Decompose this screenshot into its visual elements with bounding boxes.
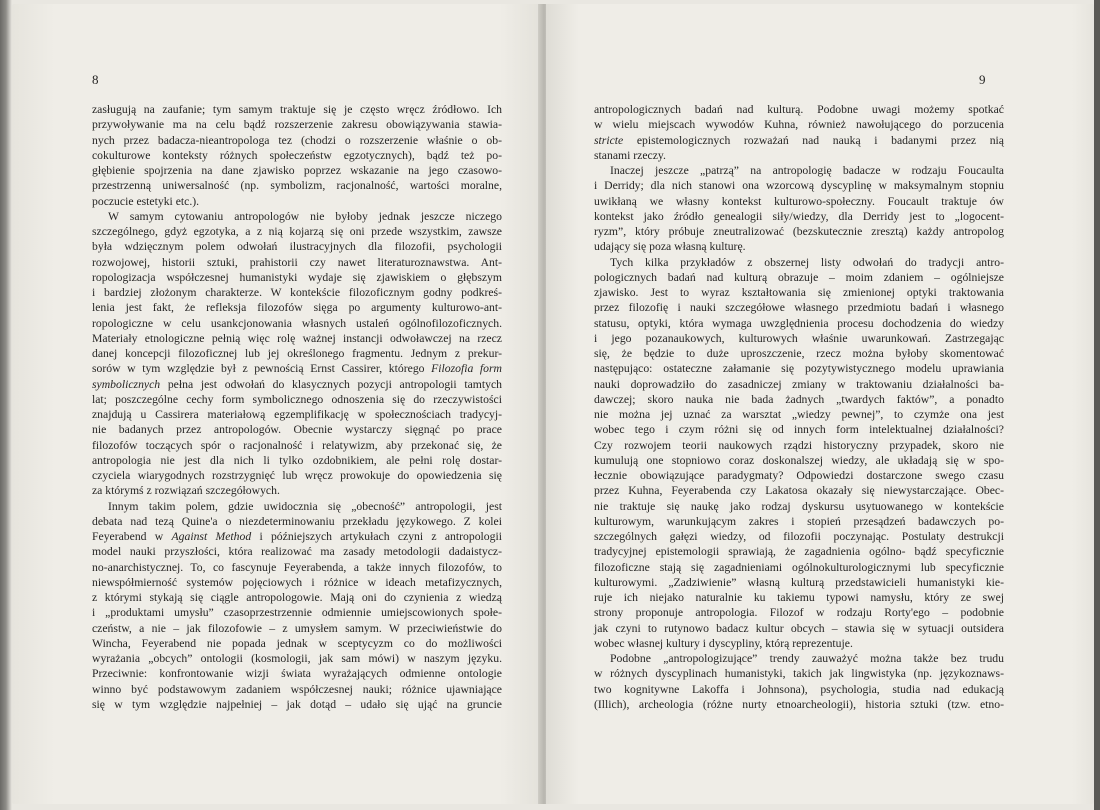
line-text: następująco: ostateczne załamanie się pozytywistycznego modelu uprawiania [594, 362, 1004, 376]
line-text: się, że będzie to duże uproszczenie, rzecz można byłoby skomentować [594, 347, 1004, 360]
line-text: lat; poszczególne cechy form symbolicznego odnoszenia się do rzeczywistości [92, 392, 502, 406]
text-line [92, 239, 502, 254]
text-line [594, 651, 1004, 666]
line-text: wyrażania „obcych” ontologii (kosmologii, jak sam mówi) w naszym języku. [92, 652, 502, 665]
text-line [92, 133, 502, 148]
text-line [92, 651, 502, 666]
line-text: z którymi stykają się ciągle antropologowie. Mają oni do czynienia z wiedzą [92, 591, 502, 604]
text-line [92, 285, 502, 300]
text-line [594, 483, 1004, 498]
text-line [594, 544, 1004, 559]
line-text: antropologicznych badań nad kulturą. Podobne uwagi możemy spotkać [594, 103, 1004, 116]
text-line [594, 300, 1004, 315]
line-text: szczególnych gałęzi wiedzy, od filozofii poczynając. Postulaty destrukcji [594, 530, 1004, 543]
line-text: kumulują one stopniowo coraz doskonalszej wiedzy, ale układają się w spo- [594, 453, 1004, 467]
text-line [92, 605, 502, 620]
line-text: rozwojowej, historii sztuki, prahistorii czy nawet literaturoznawstwa. Ant- [92, 255, 502, 269]
text-line [92, 346, 502, 361]
line-text: i późniejszych artykułach czyni z antropologii [251, 530, 502, 543]
line-text: czyciela wiarygodnych rozstrzygnięć lub wręcz prowokuje do opowiedzenia się [92, 469, 502, 482]
text-line [92, 392, 502, 407]
text-line [594, 422, 1004, 437]
line-text: w różnych dyscyplinach humanistyki, takich jak lingwistyka (np. językoznaws- [594, 667, 1004, 681]
text-line [594, 285, 1004, 300]
line-text: danej koncepcji filozoficznej lub jej określonego fragmentu. Jednym z prekur- [92, 347, 502, 360]
line-text: nie można jej uznać za warsztat „wiedzy pewnej”, to czymże ona jest [594, 408, 1004, 421]
text-line [594, 605, 1004, 620]
right-page [546, 4, 1094, 804]
text-line [594, 682, 1004, 697]
text-line [594, 666, 1004, 681]
line-text: Wincha, Feyerabend nie popada jednak w sceptycyzm co do możliwości [92, 636, 502, 650]
text-line [92, 590, 502, 605]
text-line [92, 499, 502, 514]
text-line [594, 575, 1004, 590]
line-text: w wielu miejscach wywodów Kuhna, również nawołującego do porzucenia [594, 118, 1004, 132]
line-text: nie badanych przez antropologów. Obecnie wystarczy sięgnąć po prace [92, 423, 502, 437]
line-text: kontekst jako źródło genealogii siły/wiedzy, dla Derridy jest to „logocent- [594, 209, 1004, 223]
text-line [594, 468, 1004, 483]
text-line [594, 361, 1004, 376]
line-text: kulturowym, warunkującym zakres i stopień przesądzeń badawczych po- [594, 514, 1004, 528]
line-text: ruje ich niejako naturalnie ku takiemu typowi namysłu, który ze swej [594, 591, 1004, 604]
italic-title: Filozofia form [431, 362, 502, 376]
line-text: za którymś z rozwiązań szczegółowych. [92, 484, 280, 498]
line-text: no-anarchistycznej. To, co fascynuje Feyerabenda, a także innych filozofów, to [92, 560, 502, 574]
line-text: Feyerabend w [92, 530, 172, 543]
text-line [594, 407, 1004, 422]
page-number-right: 9 [979, 72, 986, 87]
text-line [92, 163, 502, 178]
line-text: ropologizacja współczesnej humanistyki wydaje się zjawiskiem o głębszym [92, 270, 502, 284]
line-text: antropologia nie jest dla nich li tylko ozdobnikiem, ale pełni rolę dostar- [92, 453, 502, 467]
text-line [594, 438, 1004, 453]
line-text: niewspółmierność systemów pojęciowych i różnice w ideach metafizycznych, [92, 575, 502, 589]
line-text: zjawisko. Jest to wyraz kształtowania się zmienionej optyki traktowania [594, 286, 1004, 299]
line-text: kulturowymi. „Zadziwienie” własną kulturą przedstawicieli humanistyki kie- [594, 575, 1004, 589]
line-text: lenia jest fakt, że refleksja filozofów sięga po argumenty kulturowo-ant- [92, 301, 502, 315]
text-line [594, 331, 1004, 346]
line-text: Tych kilka przykładów z obszernej listy odwołań do tradycji antro- [610, 255, 1004, 269]
line-text: filozofów toczących spór o racjonalność i relatywizm, aby przekonać się, że [92, 438, 502, 452]
line-text: czeństw, a nie – jak filozofowie – z umysłem samym. W przeciwieństwie do [92, 621, 502, 635]
text-line [92, 575, 502, 590]
line-text: przez Kuhna, Feyerabenda czy Lakatosa okazały się niewystarczające. Obec- [594, 484, 1004, 498]
text-line [92, 300, 502, 315]
text-line [594, 697, 1004, 712]
line-text: two kognitywne Lakoffa i Johnsona), psychologia, studia nad edukacją [594, 682, 1004, 696]
text-line [92, 255, 502, 270]
line-text: się w tym względzie najpełniej – jak dotąd – udało się ująć na gruncie [92, 697, 502, 711]
text-line [594, 117, 1004, 132]
line-text: przywoływanie ma na celu bądź rozszerzenie zakresu obowiązywania stawia- [92, 118, 502, 132]
line-text: i Derridy; dla nich stanowi ona wzorcową dyscyplinę w maksymalnym stopniu [594, 179, 1004, 193]
line-text: Inaczej jeszcze „patrzą” na antropologię badacze w rodzaju Foucaulta [610, 164, 1004, 177]
text-line [594, 178, 1004, 193]
text-line [92, 178, 502, 193]
italic-title: stricte [594, 133, 624, 147]
italic-title: symbolicznych [92, 377, 161, 391]
right-page-body [594, 102, 1004, 712]
text-line [92, 468, 502, 483]
text-line [92, 209, 502, 224]
left-page [12, 4, 542, 804]
text-line [92, 422, 502, 437]
text-line [92, 544, 502, 559]
line-text: cokulturowe konteksty różnych społeczeństw egzotycznych), bądź też po- [92, 148, 502, 162]
text-line [92, 331, 502, 346]
text-line [594, 133, 1004, 148]
line-text: Materiały etnologiczne pełnią więc rolę ważnej instancji odwoławczej na rzecz [92, 331, 502, 345]
text-line [594, 377, 1004, 392]
text-line [594, 453, 1004, 468]
line-text: strony proponuje antropologia. Filozof w rodzaju Rorty'ego – podobnie [594, 606, 1004, 620]
line-text: zasługują na zaufanie; tym samym traktuje się je często wręcz źródłowo. Ich [92, 103, 502, 116]
line-text: tradycyjnej epistemologii sprawiają, że zagadnienia ogólno- bądź specyficznie [594, 545, 1004, 559]
line-text: Czy rozwojem teorii naukowych rządzi historyczny przypadek, skoro nie [594, 438, 1004, 452]
line-text: pologicznych badań nad kulturą obrazuje – moim zdaniem – ogólniejsze [594, 270, 1004, 284]
text-line [594, 346, 1004, 361]
text-line [594, 590, 1004, 605]
text-line [92, 636, 502, 651]
text-line [92, 224, 502, 239]
line-text: pełna jest odwołań do klasycznych pozycji antropologii tamtych [160, 377, 502, 391]
line-text: dawczej; skoro nauka nie bada żadnych „twardych faktów”, a ponadto [594, 392, 1004, 406]
scan-edge [1094, 0, 1100, 810]
line-text: sorów w tym względzie był z pewnością Ernst Cassirer, którego [92, 362, 432, 376]
text-line [594, 102, 1004, 117]
text-line [92, 361, 502, 376]
text-line [92, 682, 502, 697]
text-line [92, 148, 502, 163]
line-text: model nauki przyszłości, która realizować ma zasady metodologii dadaistycz- [92, 545, 502, 559]
text-line [92, 529, 502, 544]
text-line [92, 560, 502, 575]
text-line [92, 270, 502, 285]
line-text: uwikłaną we własny kontekst kulturowo-społeczny. Foucault traktuje ów [594, 194, 1004, 208]
text-line [594, 270, 1004, 285]
line-text: statusu, optyki, która wymaga uwzględnienia procesu dochodzenia do wiedzy [594, 316, 1004, 330]
line-text: epistemologicznych rozważań nad nauką i badanymi przez nią [623, 133, 1004, 147]
text-line [594, 392, 1004, 407]
left-page-body [92, 102, 502, 712]
line-text: i jego pozanaukowych, kulturowych właśnie uwarunkowań. Zastrzegając [594, 331, 1004, 345]
text-line [594, 209, 1004, 224]
page-number-left: 8 [92, 72, 99, 87]
text-line [594, 499, 1004, 514]
line-text: ropologiczne w celu usankcjonowania własnych ustaleń ogólnofilozoficznych. [92, 316, 502, 330]
line-text: przez filozofię i nauki szczegółowe własnego przedmiotu badań i własnego [594, 301, 1004, 315]
line-text: Podobne „antropologizujące” trendy zauważyć można także bez trudu [610, 652, 1004, 665]
text-line [594, 163, 1004, 178]
line-text: poczucie estetyki etc.). [92, 194, 200, 208]
text-line [594, 316, 1004, 331]
text-line [594, 255, 1004, 270]
line-text: wobec tego i czym różni się od innych form intelektualnej działalności? [594, 423, 1004, 437]
text-line [92, 483, 502, 498]
line-text: znajdują u Cassirera materiałową egzemplifikację w społecznościach tradycyj- [92, 408, 502, 421]
line-text: udający się poza własną kulturę. [594, 240, 746, 254]
line-text: jak czyni to rutynowo badacz kultur obcych – stawia się w sytuacji outsidera [594, 621, 1004, 635]
line-text: Przeciwnie: konfrontowanie wizji świata wyrażających odmienne ontologie [92, 667, 502, 681]
line-text: stanami rzeczy. [594, 148, 666, 162]
text-line [594, 514, 1004, 529]
line-text: debata nad tezą Quine'a o niezdeterminowaniu przekładu językowego. Z kolei [92, 514, 502, 528]
line-text: nych przez badacza-nieantropologa tez (chodzi o rozszerzenie właśnie o ob- [92, 133, 502, 147]
line-text: wobec własnej kultury i dyscypliny, którą reprezentuje. [594, 636, 853, 650]
text-line [92, 666, 502, 681]
text-line [92, 453, 502, 468]
text-line [594, 239, 1004, 254]
line-text: (Illich), archeologia (różne nurty etnoarcheologii), historia sztuki (tzw. etno- [594, 697, 1004, 711]
text-line [92, 194, 502, 209]
line-text: Innym takim polem, gdzie uwidocznia się „obecność” antropologii, jest [108, 499, 502, 513]
line-text: nauki doprowadziło do zasadniczej zmiany w traktowaniu działalności ba- [594, 377, 1004, 391]
line-text: przestrzenną uniwersalność (np. symbolizm, racjonalność, wartości moralne, [92, 179, 502, 193]
text-line [594, 636, 1004, 651]
text-line [594, 529, 1004, 544]
line-text: była wdzięcznym polem odwołań ilustracyjnych dla filozofii, psychologii [92, 240, 502, 254]
text-line [92, 438, 502, 453]
text-line [594, 560, 1004, 575]
line-text: i bardziej złożonym charakterze. W kontekście filozoficznym godny podkreś- [92, 286, 502, 299]
text-line [594, 621, 1004, 636]
line-text: i „produktami umysłu” czasoprzestrzennie odmiennie umiejscowionych społe- [92, 606, 502, 620]
line-text: szczególnego, gdyż egzotyka, a z nią kojarzą się oni przede wszystkim, zawsze [92, 225, 502, 238]
line-text: winno być podstawowym zadaniem współczesnej nauki; różnice ujawniające [92, 682, 502, 696]
line-text: łecznie obowiązujące paradygmaty? Odpowiedzi dostarczone swego czasu [594, 469, 1004, 482]
text-line [594, 224, 1004, 239]
text-line [92, 621, 502, 636]
text-line [92, 377, 502, 392]
line-text: głębienie spojrzenia na dane zjawisko poprzez wskazanie na jego czasowo- [92, 164, 502, 177]
italic-title: Against Method [171, 530, 252, 543]
text-line [92, 407, 502, 422]
text-line [92, 117, 502, 132]
line-text: ryzm”, który próbuje zneutralizować (bezskutecznie zresztą) każdy antropolog [594, 225, 1004, 238]
text-line [92, 102, 502, 117]
line-text: W samym cytowaniu antropologów nie byłoby jednak jeszcze niczego [108, 209, 502, 223]
text-line [92, 514, 502, 529]
text-line [92, 697, 502, 712]
line-text: filozoficzne stają się zagadnieniami ogólnokulturologicznymi lub specyficznie [594, 560, 1004, 574]
line-text: nie traktuje się naukę jako rodzaj dyskursu usytuowanego w kontekście [594, 499, 1004, 513]
text-line [594, 148, 1004, 163]
text-line [92, 316, 502, 331]
text-line [594, 194, 1004, 209]
